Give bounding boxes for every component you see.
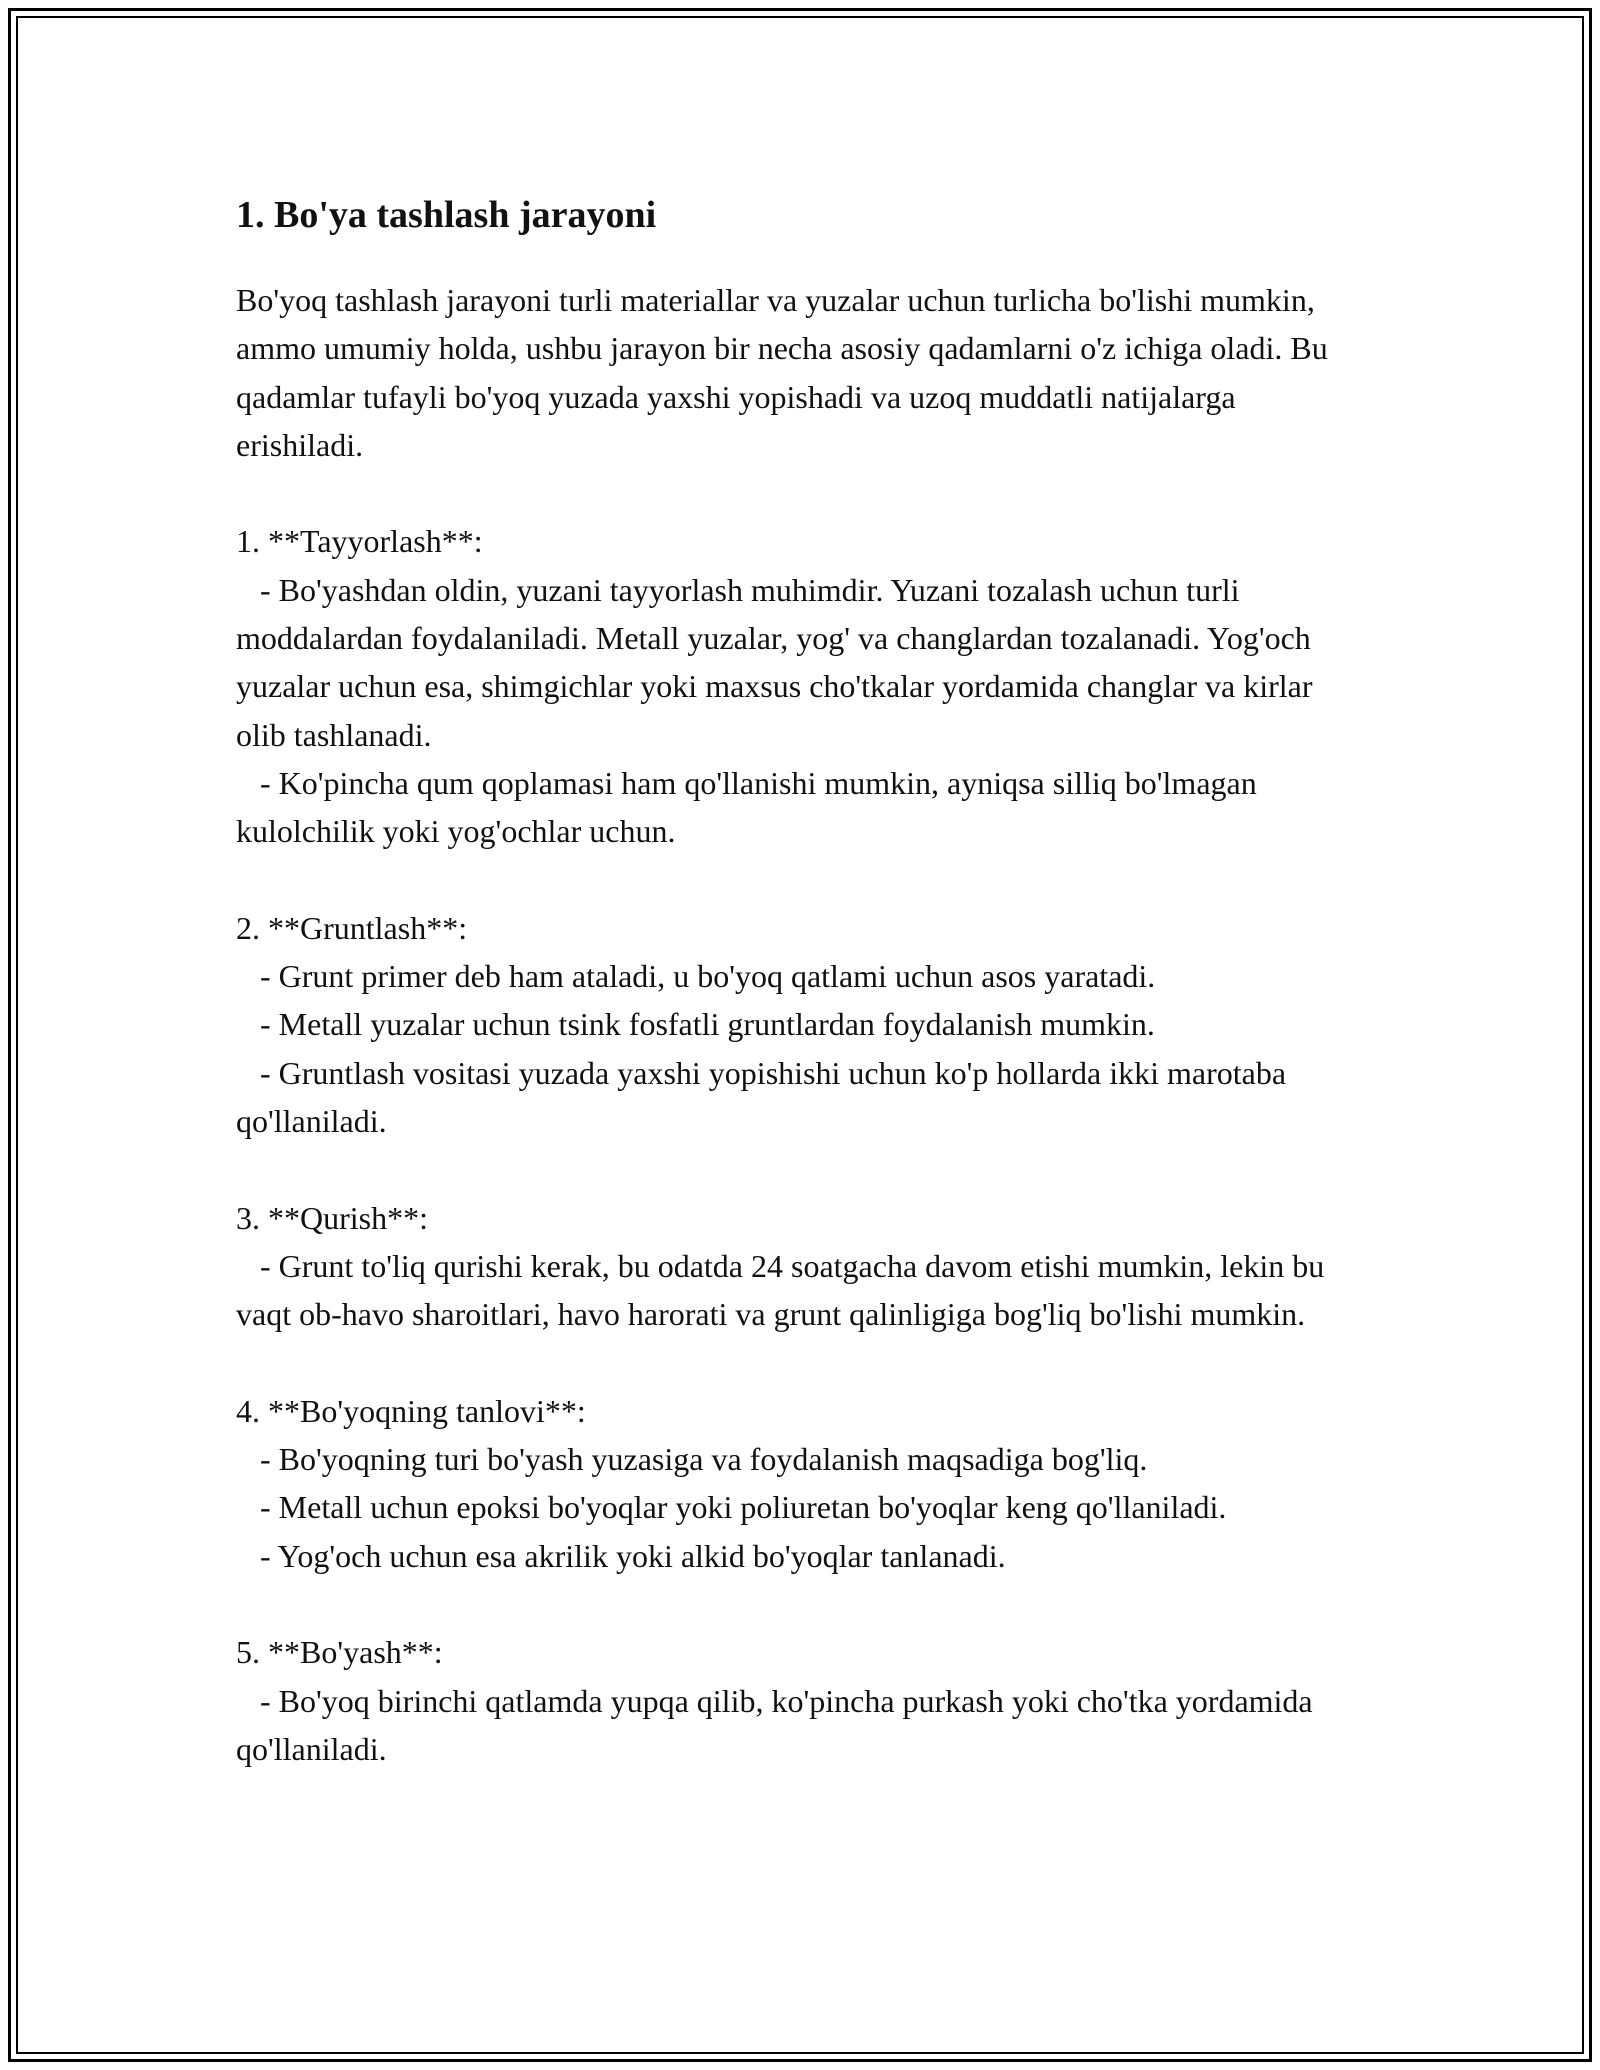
document-title: 1. Bo'ya tashlash jarayoni bbox=[236, 194, 657, 236]
spacer bbox=[236, 856, 1366, 904]
section-heading: 5. **Bo'yash**: bbox=[236, 1634, 443, 1671]
section-bullet: - Metall yuzalar uchun tsink fosfatli gruntlardan foydalanish mumkin. bbox=[236, 1006, 1155, 1043]
section-heading: 1. **Tayyorlash**: bbox=[236, 523, 483, 560]
section-bullet: - Bo'yoqning turi bo'yash yuzasiga va foydalanish maqsadiga bog'liq. bbox=[236, 1441, 1148, 1478]
section-tayyorlash bbox=[236, 517, 1366, 855]
section-heading: 4. **Bo'yoqning tanlovi**: bbox=[236, 1392, 586, 1429]
spacer bbox=[236, 1580, 1366, 1628]
section-bullet: - Bo'yoq birinchi qatlamda yupqa qilib, ko'pincha purkash yoki cho'tka yordamida qo'llaniladi. bbox=[236, 1682, 1321, 1767]
spacer bbox=[236, 469, 1366, 517]
section-heading: 3. **Qurish**: bbox=[236, 1199, 428, 1236]
section-bullet: - Grunt to'liq qurishi kerak, bu odatda 24 soatgacha davom etishi mumkin, lekin bu vaqt ob-havo sharoitlari, havo harorati va grunt qalinligiga bog'liq bo'lishi mumkin. bbox=[236, 1247, 1333, 1333]
section-bullet: - Metall uchun epoksi bo'yoqlar yoki poliuretan bo'yoqlar keng qo'llaniladi. bbox=[236, 1489, 1227, 1526]
section-gruntlash bbox=[236, 904, 1366, 1145]
section-boyoq-tanlovi bbox=[236, 1387, 1366, 1580]
section-bullet: - Yog'och uchun esa akrilik yoki alkid bo'yoqlar tanlanadi. bbox=[236, 1537, 1006, 1574]
section-bullet: - Ko'pincha qum qoplamasi ham qo'llanishi mumkin, ayniqsa silliq bo'lmagan kulolchilik yoki yog'ochlar uchun. bbox=[236, 764, 1265, 850]
document-body bbox=[236, 184, 1366, 1773]
section-bullet: - Bo'yashdan oldin, yuzani tayyorlash muhimdir. Yuzani tozalash uchun turli moddalardan foydalaniladi. Metall yuzalar, yog' va changlardan tozalanadi. Yog'och yuzalar uchun esa, shimgichlar yoki maxsus cho'tkalar yordamida changlar va kirlar olib tashlanadi. bbox=[236, 571, 1321, 753]
section-bullet: - Gruntlash vositasi yuzada yaxshi yopishishi uchun ko'p hollarda ikki marotaba qo'llaniladi. bbox=[236, 1054, 1295, 1140]
section-qurish bbox=[236, 1194, 1366, 1339]
spacer bbox=[236, 1145, 1366, 1193]
section-bullet: - Grunt primer deb ham ataladi, u bo'yoq qatlami uchun asos yaratadi. bbox=[236, 958, 1156, 995]
section-heading: 2. **Gruntlash**: bbox=[236, 909, 468, 946]
spacer bbox=[236, 1339, 1366, 1387]
intro-paragraph: Bo'yoq tashlash jarayoni turli materiallar va yuzalar uchun turlicha bo'lishi mumkin, ammo umumiy holda, ushbu jarayon bir necha asosiy qadamlarni o'z ichiga oladi. Bu qadamlar tufayli bo'yoq yuzada yaxshi yopishadi va uzoq muddatli natijalarga erishiladi. bbox=[236, 282, 1336, 463]
section-boyash bbox=[236, 1628, 1366, 1773]
